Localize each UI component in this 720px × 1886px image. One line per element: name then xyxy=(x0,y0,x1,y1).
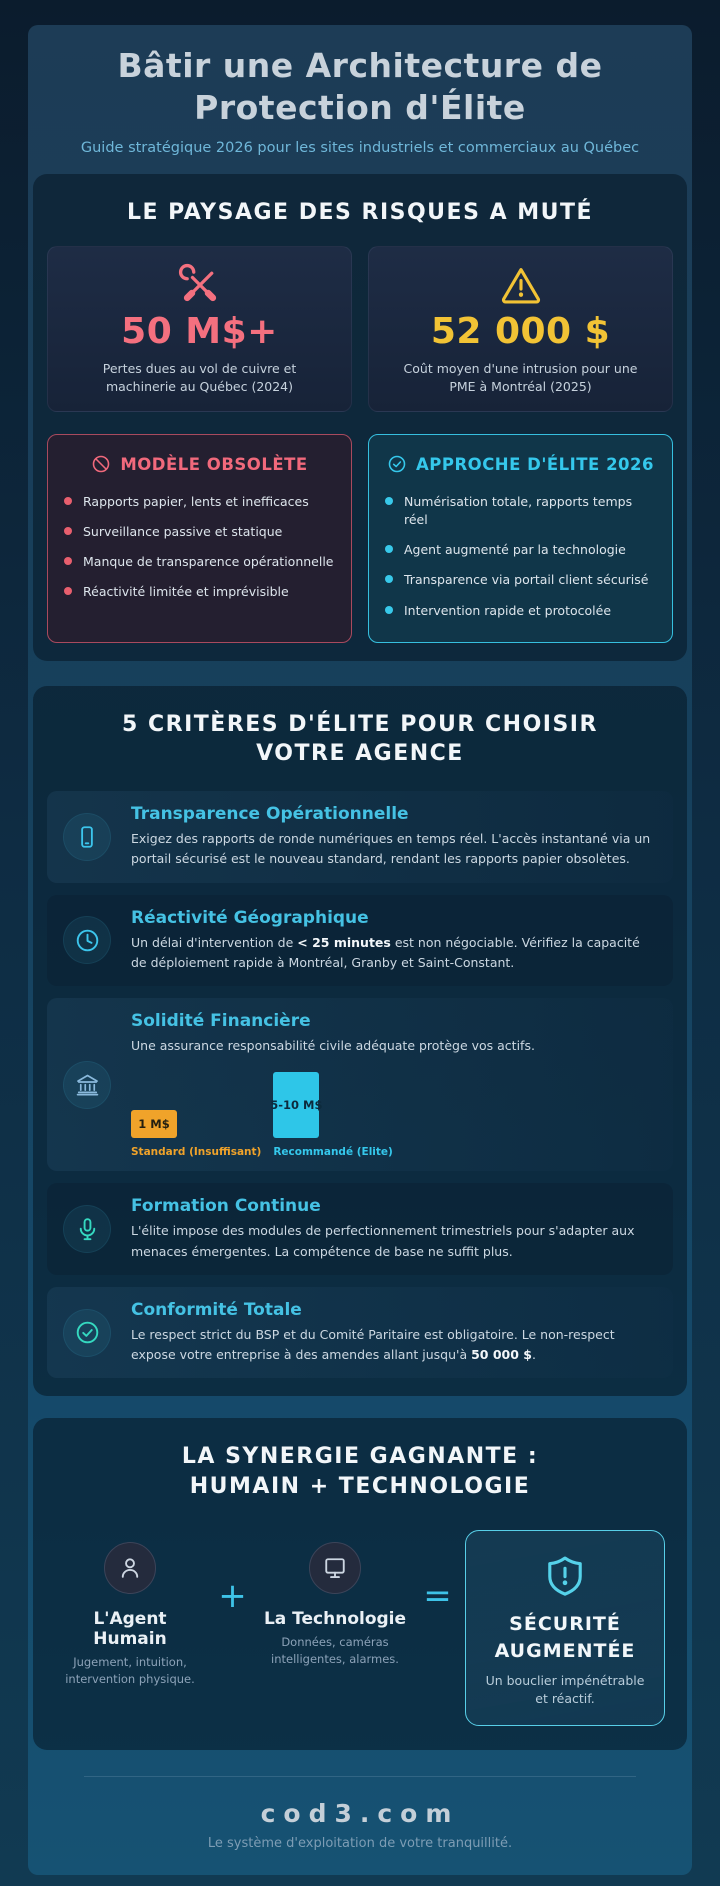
bullet-dot xyxy=(64,587,72,595)
list-item xyxy=(385,596,656,626)
list-item-label: Agent augmenté par la technologie xyxy=(404,542,626,558)
elite-list xyxy=(383,487,658,626)
tech-desc: Données, caméras intelligentes, alarmes. xyxy=(271,1634,399,1666)
bullet-dot xyxy=(385,497,393,505)
criterion-card-reactivity xyxy=(47,895,673,987)
list-item xyxy=(64,577,335,607)
page-header xyxy=(28,31,692,156)
bar-category-label: Standard (Insuffisant) xyxy=(131,1146,262,1159)
list-item-label: Manque de transparence opérationnelle xyxy=(83,554,334,570)
synergy-row xyxy=(47,1502,673,1732)
prohibition-icon xyxy=(91,454,111,474)
list-item-label: Transparence via portail client sécurisé xyxy=(404,572,649,588)
criterion-desc: Exigez des rapports de ronde numériques en temps réel. L'accès instantané via un portail sécurisé est le nouveau standard, rendant les rapports papier obsolètes. xyxy=(131,831,651,867)
bullet-dot xyxy=(64,527,72,535)
augmented-security-card xyxy=(465,1530,665,1726)
list-item-label: Réactivité limitée et imprévisible xyxy=(83,584,289,600)
bar-standard xyxy=(131,1110,177,1138)
stat-label-copper: Pertes dues au vol de cuivre et machinerie au Québec (2024) xyxy=(102,360,297,395)
human-agent-block xyxy=(55,1530,205,1689)
criterion-title: Conformité Totale xyxy=(131,1299,302,1320)
obsolete-model-card xyxy=(47,434,352,643)
list-item-label: Surveillance passive et statique xyxy=(83,524,283,540)
list-item xyxy=(385,565,656,595)
crossed-tools-icon xyxy=(64,263,335,307)
list-item-label: Rapports papier, lents et inefficaces xyxy=(83,494,309,509)
result-title: SÉCURITÉ AUGMENTÉE xyxy=(494,1612,636,1662)
synergy-heading: LA SYNERGIE GAGNANTE : HUMAIN + TECHNOLOGIE xyxy=(181,1444,539,1499)
page-title-line2: Protection d'Élite xyxy=(194,87,526,127)
plus-operator: + xyxy=(218,1575,247,1616)
stats-row xyxy=(47,246,673,413)
risks-heading: LE PAYSAGE DES RISQUES A MUTÉ xyxy=(126,199,594,225)
stat-label-intrusion: Coût moyen d'une intrusion pour une PME à Montréal (2025) xyxy=(403,360,638,395)
criteria-section xyxy=(33,686,687,1397)
clock-icon xyxy=(63,916,111,964)
obsolete-header xyxy=(62,449,337,477)
criterion-desc: Une assurance responsabilité civile adéquate protège vos actifs. xyxy=(131,1038,535,1053)
warning-triangle-icon xyxy=(385,263,656,307)
stat-value-copper: 50 M$+ xyxy=(121,310,278,352)
list-item xyxy=(385,487,656,535)
list-item xyxy=(385,535,656,565)
criterion-title: Réactivité Géographique xyxy=(131,907,369,928)
elite-header xyxy=(383,449,658,477)
list-item-label: Numérisation totale, rapports temps réel xyxy=(404,494,633,528)
bar-value-label: 5-10 M$ xyxy=(270,1098,323,1113)
bullet-dot xyxy=(385,575,393,583)
microphone-icon xyxy=(63,1205,111,1253)
smartphone-icon xyxy=(63,813,111,861)
bullet-dot xyxy=(64,557,72,565)
list-item xyxy=(64,487,335,517)
bullet-dot xyxy=(385,545,393,553)
stat-card-copper-theft xyxy=(47,246,352,413)
page-title xyxy=(74,45,646,129)
criterion-desc: Le respect strict du BSP et du Comité Paritaire est obligatoire. Le non-respect expose votre entreprise à des amendes allant jusqu'à 50 000 $. xyxy=(131,1326,615,1362)
monitor-icon xyxy=(309,1542,361,1594)
page-subtitle: Guide stratégique 2026 pour les sites industriels et commerciaux au Québec xyxy=(80,139,640,156)
tech-title: La Technologie xyxy=(263,1608,407,1629)
criterion-card-transparency xyxy=(47,791,673,883)
criterion-title: Solidité Financière xyxy=(131,1011,311,1031)
brand-tagline: Le système d'exploitation de votre tranquillité. xyxy=(207,1836,513,1852)
bullet-dot xyxy=(385,606,393,614)
bar-group-standard xyxy=(131,1110,261,1158)
criterion-desc: L'élite impose des modules de perfectionnement trimestriels pour s'adapter aux menaces émergentes. La compétence de base ne suffit plus. xyxy=(131,1223,635,1259)
bar-category-label: Recommandé (Elite) xyxy=(273,1146,393,1159)
bar-value-label: 1 M$ xyxy=(138,1117,170,1132)
list-item xyxy=(64,547,335,577)
check-badge-icon xyxy=(63,1309,111,1357)
person-icon xyxy=(104,1542,156,1594)
obsolete-list xyxy=(62,487,337,608)
human-title: L'Agent Humain xyxy=(93,1608,167,1649)
brand-name: cod3.com xyxy=(260,1799,460,1829)
criteria-heading: 5 CRITÈRES D'ÉLITE POUR CHOISIR VOTRE AGENCE xyxy=(122,711,598,767)
list-item xyxy=(64,517,335,547)
elite-title: APPROCHE D'ÉLITE 2026 xyxy=(416,454,654,474)
technology-block xyxy=(260,1530,410,1669)
stat-card-intrusion-cost xyxy=(368,246,673,413)
page-footer xyxy=(84,1776,636,1861)
shield-alert-icon xyxy=(480,1551,650,1601)
equals-operator: = xyxy=(423,1575,452,1616)
check-circle-icon xyxy=(387,454,407,474)
human-desc: Jugement, intuition, intervention physique. xyxy=(65,1654,195,1686)
stat-value-intrusion: 52 000 $ xyxy=(430,310,611,352)
page-title-line1: Bâtir une Architecture de xyxy=(117,46,603,85)
infographic-page xyxy=(28,25,692,1875)
synergy-section xyxy=(33,1418,687,1750)
bar-group-recommended xyxy=(270,1072,393,1159)
criterion-title: Transparence Opérationnelle xyxy=(131,804,409,824)
bar-recommended xyxy=(270,1072,323,1138)
result-desc: Un bouclier impénétrable et réactif. xyxy=(485,1672,645,1707)
bank-icon xyxy=(63,1061,111,1109)
criterion-card-financial xyxy=(47,998,673,1171)
criterion-desc: Un délai d'intervention de < 25 minutes est non négociable. Vérifiez la capacité de déploiement rapide à Montréal, Granby et Saint-Constant. xyxy=(131,934,640,970)
criterion-card-training xyxy=(47,1183,673,1275)
list-item-label: Intervention rapide et protocolée xyxy=(404,602,612,618)
insurance-bar-chart xyxy=(131,1072,657,1158)
risks-section xyxy=(33,174,687,661)
compare-row xyxy=(47,434,673,643)
elite-approach-card xyxy=(368,434,673,643)
obsolete-title: MODÈLE OBSOLÈTE xyxy=(120,454,308,474)
criterion-title: Formation Continue xyxy=(131,1196,321,1217)
bullet-dot xyxy=(64,497,72,505)
criterion-card-compliance xyxy=(47,1287,673,1379)
